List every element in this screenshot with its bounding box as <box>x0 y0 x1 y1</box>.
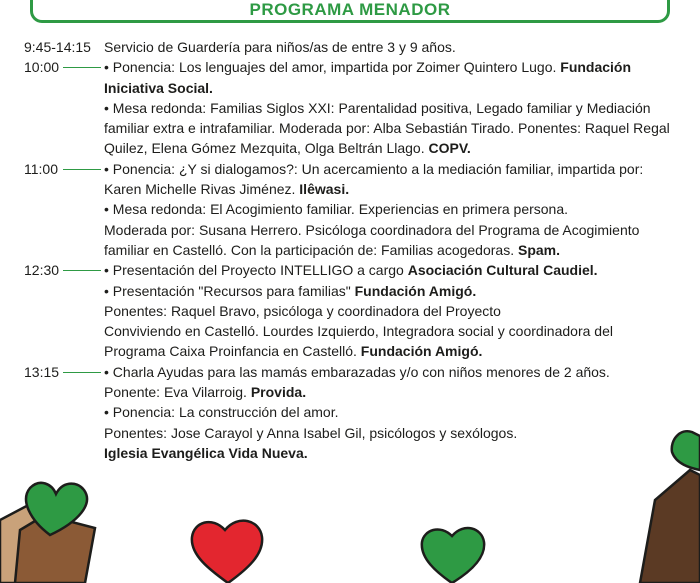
line-text: • Ponencia: ¿Y si dialogamos?: Un acercamiento a la mediación familiar, impartida por: <box>104 160 644 177</box>
line-text: • Ponencia: Los lenguajes del amor, impartida por Zoimer Quintero Lugo. <box>104 59 561 76</box>
line-text: familiar extra e intrafamiliar. Moderada por: Alba Sebastián Tirado. Ponentes: Raquel Regal <box>104 120 670 137</box>
organization-name: Spam. <box>517 241 560 258</box>
organization-name: Provida. <box>250 384 307 401</box>
organization-name: Ilêwasi. <box>299 181 350 198</box>
organization-name: COPV. <box>428 140 471 157</box>
page-title: PROGRAMA MENADOR <box>249 0 451 19</box>
line-text: Karen Michelle Rivas Jiménez. <box>104 181 300 198</box>
line-text: • Presentación del Proyecto INTELLIGO a cargo <box>104 262 408 279</box>
line-text: Programa Caixa Proinfancia en Castelló. <box>104 343 361 360</box>
line-text: Ponente: Eva Vilarroig. <box>104 384 251 401</box>
line-text: Conviviendo en Castelló. Lourdes Izquierdo, Integradora social y coordinadora del <box>104 323 613 340</box>
line-text: • Mesa redonda: Familias Siglos XXI: Parentalidad positiva, Legado familiar y Mediación <box>104 99 651 116</box>
line-text: • Mesa redonda: El Acogimiento familiar. Experiencias en primera persona. <box>104 201 569 218</box>
line-text: • Presentación "Recursos para familias" <box>104 282 355 299</box>
time-label: 10:00 <box>24 59 60 76</box>
line-text: Moderada por: Susana Herrero. Psicóloga coordinadora del Programa de Acogimiento <box>104 221 640 238</box>
green-heart-center-icon <box>422 528 484 583</box>
time-label: 11:00 <box>24 160 58 177</box>
organization-name: Iniciativa Social. <box>104 79 213 96</box>
line-text: • Charla Ayudas para las mamás embarazadas y/o con niños menores de 2 años. <box>104 363 610 380</box>
time-label: 9:45-14:15 <box>24 39 91 55</box>
line-text: Ponentes: Raquel Bravo, psicóloga y coordinadora del Proyecto <box>104 302 501 319</box>
line-text: Quilez, Elena Gómez Mezquita, Olga Beltrán Llago. <box>104 140 429 157</box>
organization-name: Fundación Amigó. <box>360 343 483 360</box>
organization-name: Fundación Amigó. <box>354 282 477 299</box>
red-heart-icon <box>192 521 262 583</box>
line-text: Servicio de Guardería para niños/as de entre 3 y 9 años. <box>104 39 456 55</box>
right-hand-heart-illustration <box>640 431 700 583</box>
time-label: 13:15 <box>24 363 60 380</box>
time-label: 12:30 <box>24 262 60 279</box>
green-heart-right-icon <box>672 431 700 470</box>
left-hand-heart-illustration <box>0 483 95 583</box>
line-text: familiar en Castelló. Con la participación de: Familias acogedoras. <box>104 241 518 258</box>
organization-name: Fundación <box>560 59 632 76</box>
organization-name: Iglesia Evangélica Vida Nueva. <box>104 444 308 461</box>
line-text: Ponentes: Jose Carayol y Anna Isabel Gil, psicólogos y sexólogos. <box>104 424 518 441</box>
organization-name: Asociación Cultural Caudiel. <box>407 262 598 279</box>
line-text: • Ponencia: La construcción del amor. <box>104 404 339 421</box>
